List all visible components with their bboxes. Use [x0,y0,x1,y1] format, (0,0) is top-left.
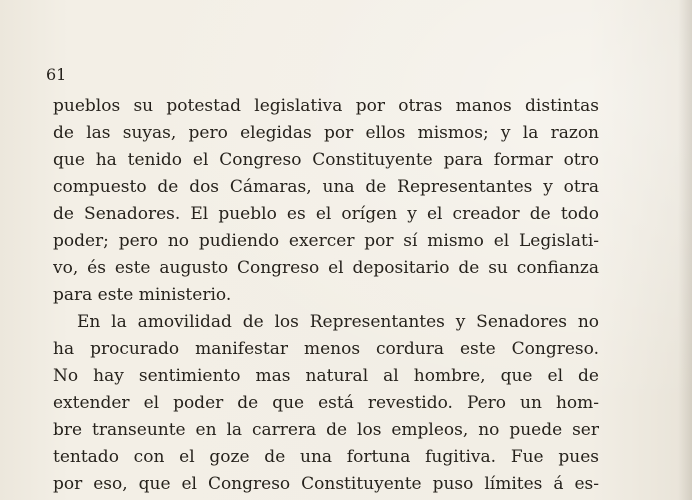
text-line: de Senadores. El pueblo es el orígen y el creador de todo [53,204,599,224]
page-number: 61 [46,65,67,84]
paragraph-start-line: En la amovilidad de los Representantes y Senadores no [77,312,599,332]
paragraph-end-line: para este ministerio. [53,285,232,305]
body-text [53,93,599,498]
text-line: ha procurado manifestar menos cordura este Congreso. [53,339,599,359]
text-line: poder; pero no pudiendo exercer por sí mismo el Legislati- [53,231,599,251]
text-line: No hay sentimiento mas natural al hombre, que el de [53,366,599,386]
text-line: tentado con el goze de una fortuna fugitiva. Fue pues [53,447,599,467]
text-line: que ha tenido el Congreso Constituyente para formar otro [53,150,599,170]
text-line: extender el poder de que está revestido. Pero un hom- [53,393,599,413]
text-line: vo, és este augusto Congreso el depositario de su confianza [53,258,599,278]
text-line: pueblos su potestad legislativa por otras manos distintas [53,96,599,116]
text-line: de las suyas, pero elegidas por ellos mismos; y la razon [53,123,599,143]
text-line: bre transeunte en la carrera de los empleos, no puede ser [53,420,599,440]
text-line: por eso, que el Congreso Constituyente puso límites á es- [53,474,599,494]
text-line: compuesto de dos Cámaras, una de Representantes y otra [53,177,599,197]
